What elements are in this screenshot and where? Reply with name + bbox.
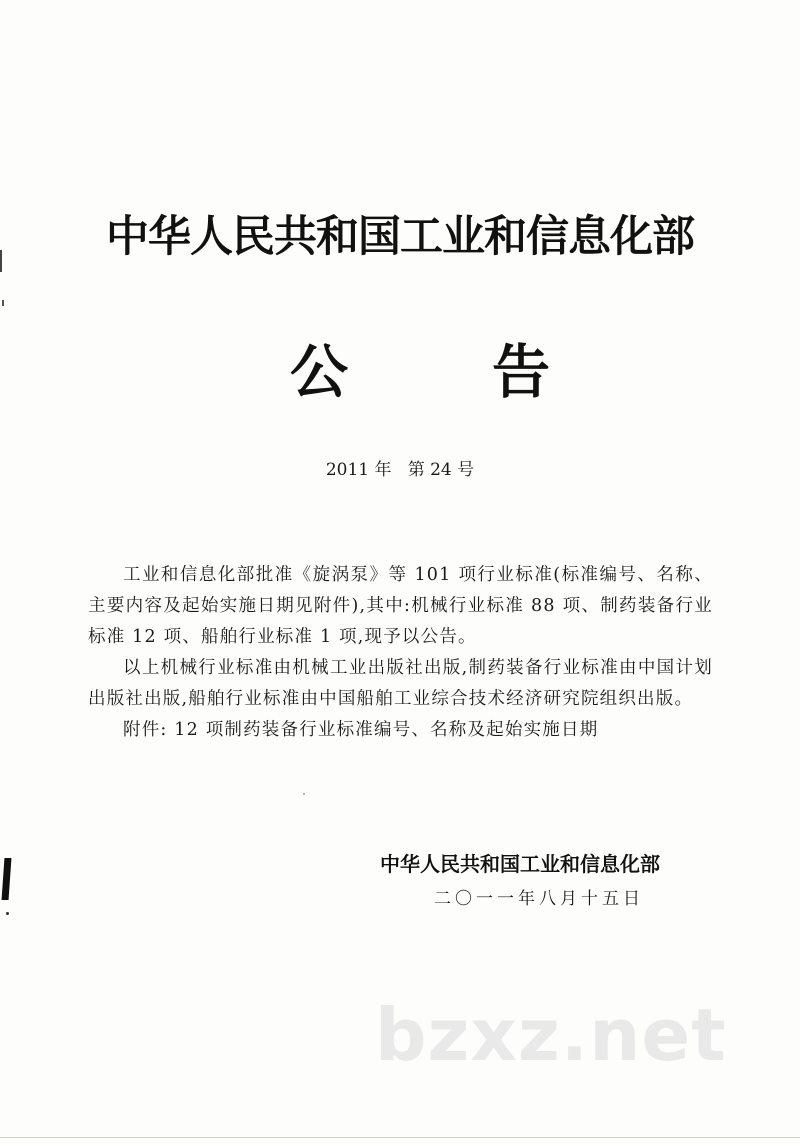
scan-edge-dot <box>6 912 9 915</box>
body-paragraph: 以上机械行业标准由机械工业出版社出版,制药装备行业标准由中国计划出版社出版,船舶行业标准由中国船舶工业综合技术经济研究院组织出版。 <box>88 658 713 709</box>
scan-edge-bar <box>2 858 12 900</box>
scan-edge-text <box>3 935 13 1065</box>
notice-title <box>290 325 550 409</box>
signature-organization: 中华人民共和国工业和信息化部 <box>380 852 660 876</box>
watermark: bzxz.net <box>375 993 727 1077</box>
scan-edge-mark <box>2 300 4 306</box>
signature-date: 二〇一一年八月十五日 <box>434 889 644 909</box>
organization-title: 中华人民共和国工业和信息化部 <box>106 212 694 262</box>
document-number: 2011 年 第 24 号 <box>325 460 475 480</box>
notice-title-char: 公 <box>290 338 349 406</box>
notice-body <box>88 560 713 746</box>
body-paragraph: 工业和信息化部批准《旋涡泵》等 101 项行业标准(标准编号、名称、主要内容及起始实施日期见附件),其中:机械行业标准 88 项、制药装备行业标准 12 项、船舶行业标准 1 项,现予以公告。 <box>88 565 713 647</box>
scan-speck <box>303 793 305 795</box>
page-bottom-edge <box>0 1137 800 1138</box>
notice-title-char: 告 <box>491 338 550 406</box>
attachment-line: 附件: 12 项制药装备行业标准编号、名称及起始实施日期 <box>123 720 599 740</box>
